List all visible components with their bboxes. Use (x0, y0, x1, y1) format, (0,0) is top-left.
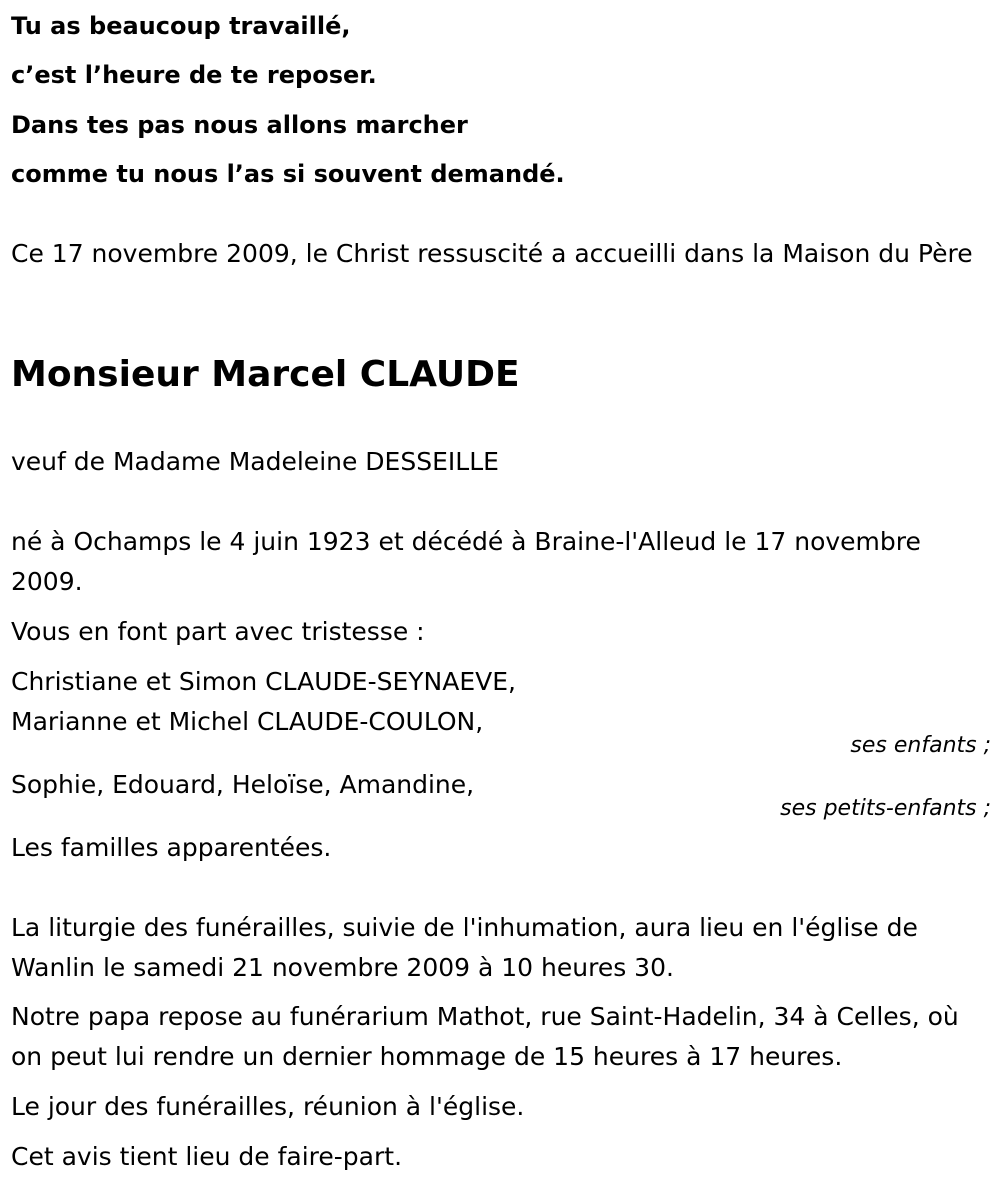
grandchildren-role: ses petits-enfants ; (780, 796, 991, 821)
funeral-text: La liturgie des funérailles, suivie de l'inhumation, aura lieu en l'église de Wanlin le samedi 21 novembre 2009 à 10 heures 30. (11, 913, 918, 982)
child-couple-2: Marianne et Michel CLAUDE-COULON, (11, 707, 484, 736)
meeting-line: Le jour des funérailles, réunion à l'église. (11, 1092, 525, 1121)
child-couple-1: Christiane et Simon CLAUDE-SEYNAEVE, (11, 667, 516, 696)
children-role: ses enfants ; (850, 733, 991, 758)
intro-text: Ce 17 novembre 2009, le Christ ressuscité a accueilli dans la Maison du Père (11, 239, 973, 268)
poem-line-4: comme tu nous l’as si souvent demandé. (11, 160, 565, 188)
poem-line-3: Dans tes pas nous allons marcher (11, 111, 468, 139)
poem-line-2: c’est l’heure de te reposer. (11, 61, 377, 89)
poem-line-1: Tu as beaucoup travaillé, (11, 12, 351, 40)
grandchildren-names: Sophie, Edouard, Heloïse, Amandine, (11, 770, 475, 799)
families-line: Les familles apparentées. (11, 833, 332, 862)
announcement-line: Vous en font part avec tristesse : (11, 617, 425, 646)
rest-place-text: Notre papa repose au funérarium Mathot, rue Saint-Hadelin, 34 à Celles, où on peut lui rendre un dernier hommage de 15 heures à 17 heures. (11, 1002, 959, 1071)
notice-line: Cet avis tient lieu de faire-part. (11, 1142, 403, 1171)
widower-line: veuf de Madame Madeleine DESSEILLE (11, 447, 499, 476)
deceased-name: Monsieur Marcel CLAUDE (11, 354, 520, 395)
birth-death-text: né à Ochamps le 4 juin 1923 et décédé à Braine-l'Alleud le 17 novembre 2009. (11, 527, 921, 596)
